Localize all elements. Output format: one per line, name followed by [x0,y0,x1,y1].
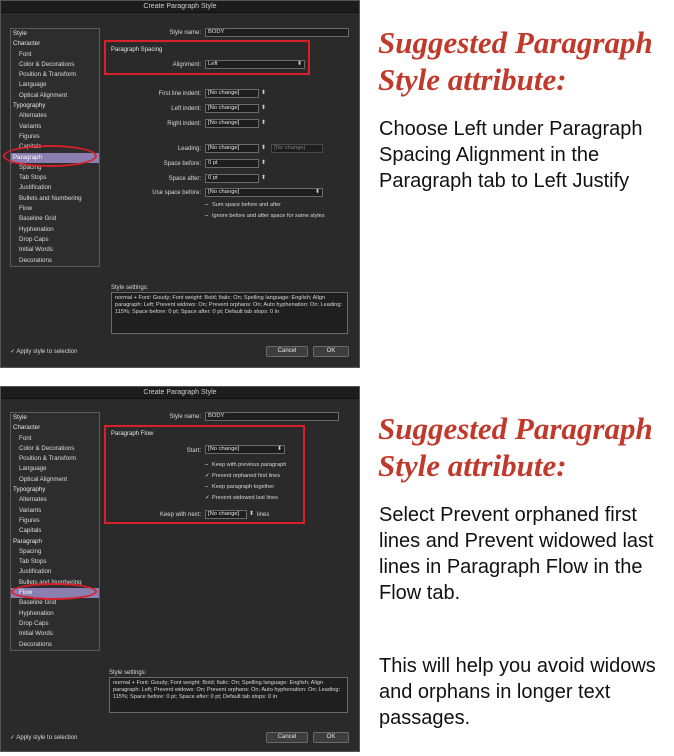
keep-with-next-label: Keep with next: [159,512,201,518]
section-title: Paragraph Flow [111,431,154,437]
apply-style-label: Apply style to selection [16,735,78,741]
style-list-item[interactable]: Typography [13,102,46,110]
right-indent-label: Right indent: [167,121,201,127]
style-name-input[interactable]: BODY [205,412,339,421]
dialog-screenshot-paragraph-spacing [0,0,360,368]
right-indent-input[interactable]: [No change] [205,119,259,128]
instruction-text-2: Select Prevent orphaned first lines and Prevent widowed last lines in Paragraph Flow in the Flow tab. [379,504,654,604]
checkmark-icon: ✓ [205,495,210,501]
style-list-item[interactable]: Font [19,434,32,442]
style-list-item[interactable]: Capitals [19,527,42,535]
highlight-oval-flow [11,583,97,600]
chevron-down-icon: ⬍ [296,61,302,67]
section-title: Paragraph Spacing [111,47,163,53]
alignment-value: Left [208,61,218,67]
style-list-item[interactable]: Decorations [19,640,53,648]
lines-label: lines [257,512,270,518]
sum-space-label: Sum space before and after [212,202,282,208]
cancel-button[interactable]: Cancel [266,732,308,743]
style-list-item[interactable]: Paragraph [11,153,99,163]
chevron-down-icon: ⬍ [276,446,282,452]
style-list-item[interactable]: Figures [19,516,40,524]
stepper-icon[interactable]: ⬍ [261,175,267,181]
style-list-item[interactable]: Paragraph [13,537,42,545]
prevent-orphaned-label: Prevent orphaned first lines [212,473,281,479]
prevent-widowed-label: Prevent widowed last lines [212,495,278,501]
style-list-item[interactable]: Variants [19,506,42,514]
ignore-space-label: Ignore before and after space for same styles [212,213,325,219]
style-list-item[interactable]: Capitals [19,143,42,151]
alignment-label: Alignment: [172,62,201,68]
style-list-item[interactable]: Color & Decorations [19,60,75,68]
style-list-item[interactable]: Character [13,40,41,48]
leading-label: Leading: [177,146,201,152]
style-settings-label: Style settings: [109,670,147,676]
instruction-text-1: Choose Left under Paragraph Spacing Alignment in the Paragraph tab to Left Justify [379,118,643,192]
style-list-item[interactable]: Initial Words [19,630,53,638]
stepper-icon[interactable]: ⬍ [261,120,267,126]
start-label: Start: [186,448,201,454]
style-list-item[interactable]: Alternates [19,496,47,504]
style-settings-text: normal + Font: Goudy; Font weight: Bold; Italic: On; Spelling language: English; Align paragraph: Left; Prevent widows: On; Prevent orphans: On; Auto hyphenation: On; Leading: 115%; Space before: 0 pt; Space after: 0 pt; Default tab stops: 0 in [109,677,348,713]
space-before-input[interactable]: 0 pt [205,159,259,168]
style-list-item[interactable]: Decorations [19,256,53,264]
style-list-item[interactable]: Justification [19,184,52,192]
style-list-item[interactable]: Variants [19,122,42,130]
style-list-item[interactable]: Style [13,414,27,421]
style-list-item[interactable]: Character [13,424,41,432]
use-space-before-value: [No change] [208,189,240,195]
space-before-label: Space before: [163,161,201,167]
suggested-heading-1: Suggested Paragraph Style attribute: [378,25,653,97]
stepper-icon[interactable]: ⬍ [249,511,255,517]
space-after-label: Space after: [168,176,201,182]
suggested-heading-2: Suggested Paragraph Style attribute: [378,411,653,483]
start-value: [No change] [208,446,240,452]
style-list-item[interactable]: Color & Decorations [19,444,75,452]
ok-button[interactable]: OK [313,346,349,357]
style-list-item[interactable]: Drop Caps [19,619,49,627]
style-list-item[interactable]: Spacing [19,547,42,555]
stepper-icon[interactable]: ⬍ [261,160,267,166]
style-list-item[interactable]: Figures [19,132,40,140]
space-after-input[interactable]: 0 pt [205,174,259,183]
first-line-indent-label: First line indent: [158,91,201,97]
apply-style-label: Apply style to selection [16,349,78,355]
dash-icon: – [205,202,209,208]
style-list-item[interactable]: Tab Stops [19,174,47,182]
leading-input[interactable]: [No change] [205,144,259,153]
style-list-item[interactable]: Font [19,50,32,58]
keep-together-label: Keep paragraph together [212,484,275,490]
style-name-label: Style name: [169,30,201,36]
style-list-item[interactable]: Language [19,465,47,473]
stepper-icon[interactable]: ⬍ [261,90,267,96]
ok-button[interactable]: OK [313,732,349,743]
style-list-item[interactable]: Position & Transform [19,455,77,463]
stepper-icon[interactable]: ⬍ [261,145,267,151]
style-list-item[interactable]: Spacing [19,163,42,171]
keep-previous-label: Keep with previous paragraph [212,462,287,468]
style-list-item[interactable]: Typography [13,486,46,494]
style-list-item[interactable]: Initial Words [19,246,53,254]
first-line-indent-input[interactable]: [No change] [205,89,259,98]
checkmark-icon: ✓ [205,473,210,479]
highlight-box-alignment [104,40,310,75]
style-settings-label: Style settings: [111,285,149,291]
style-list-item[interactable]: Bullets and Numbering [19,578,82,586]
checkmark-icon: ✓ [10,735,17,741]
left-indent-label: Left indent: [171,106,201,112]
chevron-down-icon: ⬍ [314,189,320,195]
style-list-item[interactable]: Tab Stops [19,558,47,566]
dash-icon: – [205,213,209,219]
dialog-title: Create Paragraph Style [1,1,359,13]
highlight-box-flow [104,425,305,524]
use-space-before-label: Use space before: [152,190,201,196]
cancel-button[interactable]: Cancel [266,346,308,357]
leading-extra-select[interactable]: [No change] [271,144,323,153]
style-name-label: Style name: [169,414,201,420]
style-list-item[interactable]: Alternates [19,112,47,120]
style-list-item[interactable]: Hyphenation [19,609,54,617]
dialog-title: Create Paragraph Style [1,387,359,399]
style-list-item[interactable]: Baseline Grid [19,215,57,223]
dash-icon: – [205,462,209,468]
highlight-oval-paragraph [3,145,97,167]
sum-space-checkbox[interactable] [205,202,281,208]
left-indent-input[interactable]: [No change] [205,104,259,113]
apply-style-checkbox[interactable] [10,734,77,741]
style-name-input[interactable]: BODY [205,28,349,37]
style-settings-text: normal + Font: Goudy; Font weight: Bold; Italic: On; Spelling language: English; Align paragraph: Left; Prevent widows: On; Prevent orphans: On; Auto hyphenation: On; Leading: 115%; Space before: 0 pt; Space after: 0 pt; Default tab stops: 0 in [111,292,348,334]
checkmark-icon: ✓ [10,349,17,355]
style-list-item[interactable]: Hyphenation [19,225,54,233]
style-list-item[interactable]: Bullets and Numbering [19,194,82,202]
instruction-text-3: This will help you avoid widows and orphans in longer text passages. [379,655,656,729]
apply-style-checkbox[interactable] [10,348,77,355]
keep-with-next-input[interactable]: [No change] [205,510,247,519]
stepper-icon[interactable]: ⬍ [261,105,267,111]
style-list-item[interactable]: Language [19,81,47,89]
style-list-item[interactable]: Position & Transform [19,71,77,79]
style-category-list [10,412,100,651]
style-list-item[interactable]: Optical Alignment [19,91,68,99]
style-list-item[interactable]: Drop Caps [19,235,49,243]
use-space-before-select[interactable] [205,188,323,197]
style-list-item[interactable]: Baseline Grid [19,599,57,607]
style-list-item[interactable]: Justification [19,568,52,576]
style-list-item[interactable]: Flow [11,588,99,598]
ignore-space-checkbox[interactable] [205,213,325,219]
style-list-item[interactable]: Optical Alignment [19,475,68,483]
dialog-screenshot-paragraph-flow [0,386,360,752]
style-list-item[interactable]: Flow [19,205,33,213]
dash-icon: – [205,484,209,490]
style-list-item[interactable]: Style [13,30,27,37]
